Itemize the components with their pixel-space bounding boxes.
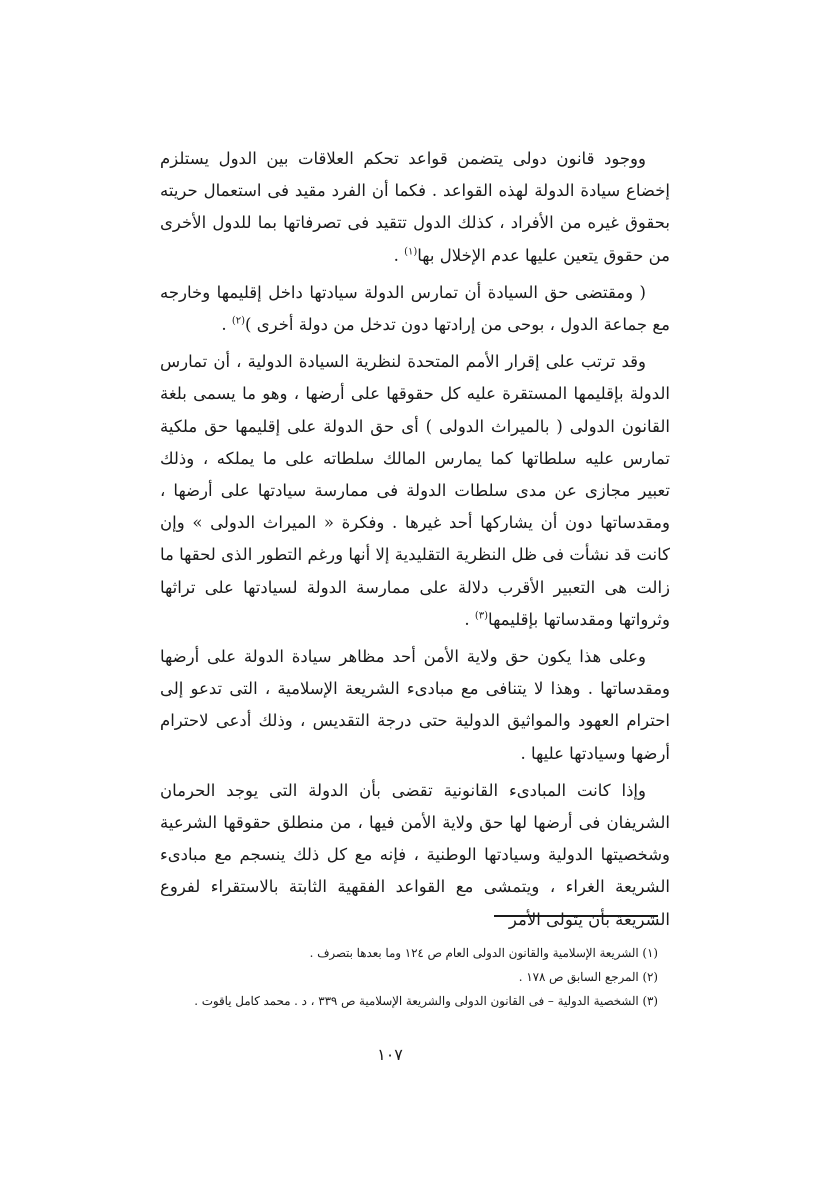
- footnotes: [160, 941, 658, 1013]
- footnote-2: (٢) المرجع السابق ص ١٧٨ .: [518, 970, 658, 984]
- body-text: [160, 143, 670, 936]
- footnote-3: (٣) الشخصية الدولية – فى القانون الدولى والشريعة الإسلامية ص ٣٣٩ ، د . محمد كامل ياقوت .: [194, 994, 658, 1008]
- footnote-1: (١) الشريعة الإسلامية والقانون الدولى العام ص ١٢٤ وما بعدها بتصرف .: [309, 946, 658, 960]
- paragraph-1: [160, 143, 670, 272]
- paragraph-3: [160, 346, 670, 636]
- paragraph-3-end: .: [464, 609, 475, 629]
- page-number: ١٠٧: [377, 1045, 403, 1064]
- paragraph-2-text: ( ومقتضى حق السيادة أن تمارس الدولة سيادتها داخل إقليمها وخارجه مع جماعة الدول ، بوحى من إرادتها دون تدخل من دولة أخرى ): [160, 282, 670, 335]
- paragraph-3-text: وقد ترتب على إقرار الأمم المتحدة لنظرية السيادة الدولية ، أن تمارس الدولة بإقليمها المستقرة عليه كل حقوقها على أرضها ، وهو ما يسمى بلغة القانون الدولى ( بالميراث الدولى ) أى حق الدولة على إقليمها حق ملكية تمارس عليه سلطاتها كما يمارس المالك سلطاته على ما يملكه ، وذلك تعبير مجازى عن مدى سلطات الدولة فى ممارسة سيادتها على أرضها ، ومقدساتها دون أن يشاركها أحد غيرها . وفكرة « الميراث الدولى » وإن كانت قد نشأت فى ظل النظرية التقليدية إلا أنها ورغم التطور الذى لحقها ما زالت هى التعبير الأقرب دلالة على ممارسة الدولة لسيادتها على تراثها وثرواتها ومقدساتها بإقليمها: [160, 352, 670, 629]
- paragraph-1-text: ووجود قانون دولى يتضمن قواعد تحكم العلاقات بين الدول يستلزم إخضاع سيادة الدولة لهذه القواعد . فكما أن الفرد مقيد فى استعمال حريته بحقوق غيره من الأفراد ، كذلك الدول تتقيد فى تصرفاتها بما للدول الأخرى من حقوق يتعين عليها عدم الإخلال بها: [160, 149, 670, 265]
- footnote-ref-2: (٢): [231, 315, 246, 327]
- paragraph-1-end: .: [393, 245, 405, 265]
- paragraph-2-end: .: [221, 315, 232, 335]
- paragraph-2: [160, 277, 670, 341]
- footnote-ref-3: (٣): [474, 610, 489, 622]
- footnote-ref-1: (١): [404, 246, 418, 258]
- paragraph-5: وإذا كانت المبادىء القانونية تقضى بأن الدولة التى يوجد الحرمان الشريفان فى أرضها لها حق ولاية الأمن فيها ، من منطلق حقوقها الشرعية وشخصيتها الدولية وسيادتها الوطنية ، فإنه مع كل ذلك ينسجم مع مبادىء الشريعة الغراء ، ويتمشى مع القواعد الفقهية الثابتة بالاستقراء لفروع الشريعة بأن يتولى الأمر: [160, 780, 670, 929]
- paragraph-4: وعلى هذا يكون حق ولاية الأمن أحد مظاهر سيادة الدولة على أرضها ومقدساتها . وهذا لا يتنافى مع مبادىء الشريعة الإسلامية ، التى تدعو إلى احترام العهود والمواثيق الدولية حتى درجة التقديس ، وذلك أدعى لاحترام أرضها وسيادتها عليها .: [160, 647, 670, 763]
- footnote-divider: [494, 915, 658, 917]
